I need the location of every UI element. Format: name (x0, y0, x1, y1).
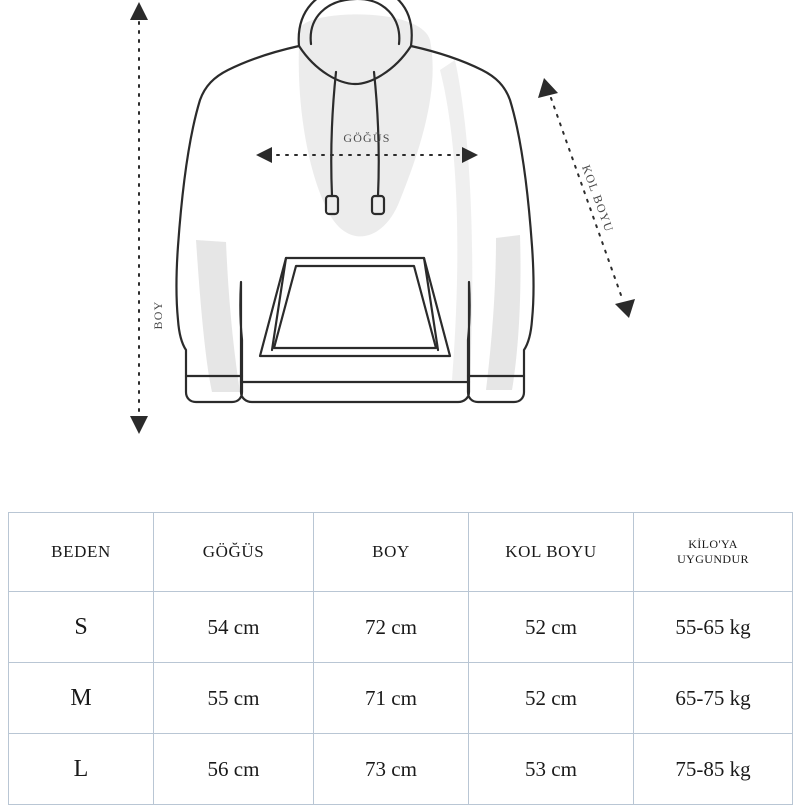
cell-kol-boyu: 53 cm (469, 734, 634, 805)
header-kilo-line1: KİLO'YA (688, 537, 738, 551)
sleeve-label: KOL BOYU (579, 162, 617, 235)
header-gogus: GÖĞÜS (154, 513, 314, 592)
cell-kilo: 65-75 kg (634, 663, 793, 734)
sleeve-dimension (538, 78, 635, 318)
cell-boy: 72 cm (314, 592, 469, 663)
cell-gogus: 54 cm (154, 592, 314, 663)
cell-beden: M (9, 663, 154, 734)
table-body (9, 592, 793, 805)
chest-arrow-right (462, 147, 478, 163)
chest-label: GÖĞÜS (343, 131, 391, 145)
header-beden: BEDEN (9, 513, 154, 592)
table-row (9, 592, 793, 663)
sleeve-arrow-bottom (615, 299, 635, 318)
table-header-row (9, 513, 793, 592)
header-kilo-line2: UYGUNDUR (677, 552, 749, 566)
header-kilo (634, 513, 793, 592)
length-arrow-bottom (130, 416, 148, 434)
table-row (9, 734, 793, 805)
cell-boy: 71 cm (314, 663, 469, 734)
length-dimension (130, 2, 165, 434)
chest-arrow-left (256, 147, 272, 163)
cell-kilo: 55-65 kg (634, 592, 793, 663)
cell-beden: S (9, 592, 154, 663)
garment-shading (196, 14, 521, 392)
cell-boy: 73 cm (314, 734, 469, 805)
cell-kol-boyu: 52 cm (469, 592, 634, 663)
size-table (8, 512, 793, 805)
cell-gogus: 55 cm (154, 663, 314, 734)
sleeve-arrow-top (538, 78, 558, 98)
header-kol-boyu: KOL BOYU (469, 513, 634, 592)
length-arrow-top (130, 2, 148, 20)
table-header (9, 513, 793, 592)
table-row (9, 663, 793, 734)
length-label: BOY (151, 300, 165, 330)
cell-kol-boyu: 52 cm (469, 663, 634, 734)
cell-beden: L (9, 734, 154, 805)
cell-kilo: 75-85 kg (634, 734, 793, 805)
header-boy: BOY (314, 513, 469, 592)
cell-gogus: 56 cm (154, 734, 314, 805)
